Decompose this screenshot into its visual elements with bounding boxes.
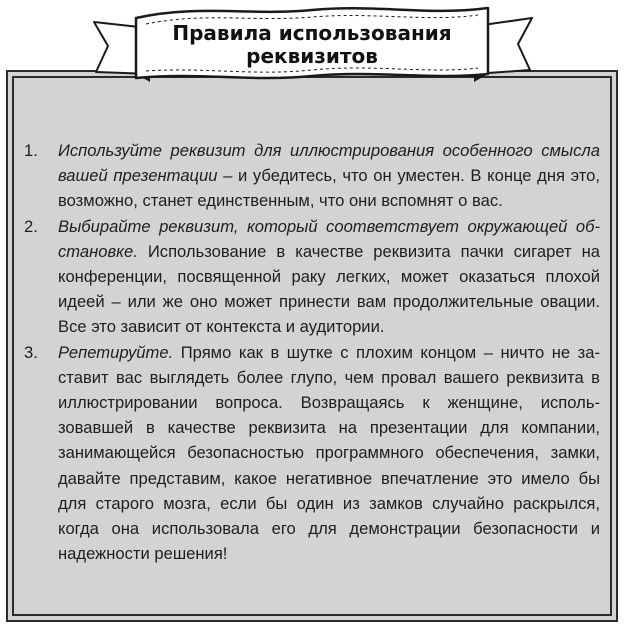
rule-body: Прямо как в шутке с плохим концом – ничто не заставит вас выглядеть более глупо, чем провал вашего реквизита в иллюстрировании вопроса. Возвращаясь к женщине, использовавшей в качестве реквизита на презентации для компании, занимающейся безопасностью программного обеспечения, замки, давайте представим, какое негативное впечатление это имело бы для старого мозга, если бы один из замков случайно раскрылся, когда она использовала его для демонстрации безопасности и надежности решения!: [58, 342, 600, 564]
rule-item-2: [24, 214, 600, 340]
rule-text: [58, 138, 600, 214]
page-title: [150, 22, 474, 68]
rule-number: 1.: [24, 141, 38, 160]
rule-lead: Выбирайте реквизит, который соответствует окружающей обстановке.: [58, 216, 600, 261]
rule-item-3: [24, 340, 600, 567]
rule-lead: Используйте реквизит для иллюстрирования особенного смысла вашей презентации: [58, 141, 600, 186]
rule-text: [58, 340, 600, 567]
rule-lead: Репетируйте.: [58, 342, 174, 362]
rule-number: 2.: [24, 216, 38, 236]
title-line-2: реквизитов: [246, 44, 378, 68]
rules-list: [24, 138, 600, 566]
rule-body: – и убедитесь, что он уместен. В конце дня это, возможно, станет единственным, что они вспомнят о вас.: [58, 166, 600, 211]
rule-number: 3.: [24, 342, 38, 362]
title-line-1: Правила использования: [172, 21, 452, 45]
rule-body: Использование в качестве реквизита пачки сигарет на конференции, посвященной раку легких, может оказаться плохой идеей – или же оно может принести вам продолжительные овации. Все это зависит от контекста и аудитории.: [58, 241, 600, 337]
rule-text: [58, 214, 600, 340]
rule-item-1: [24, 138, 600, 214]
